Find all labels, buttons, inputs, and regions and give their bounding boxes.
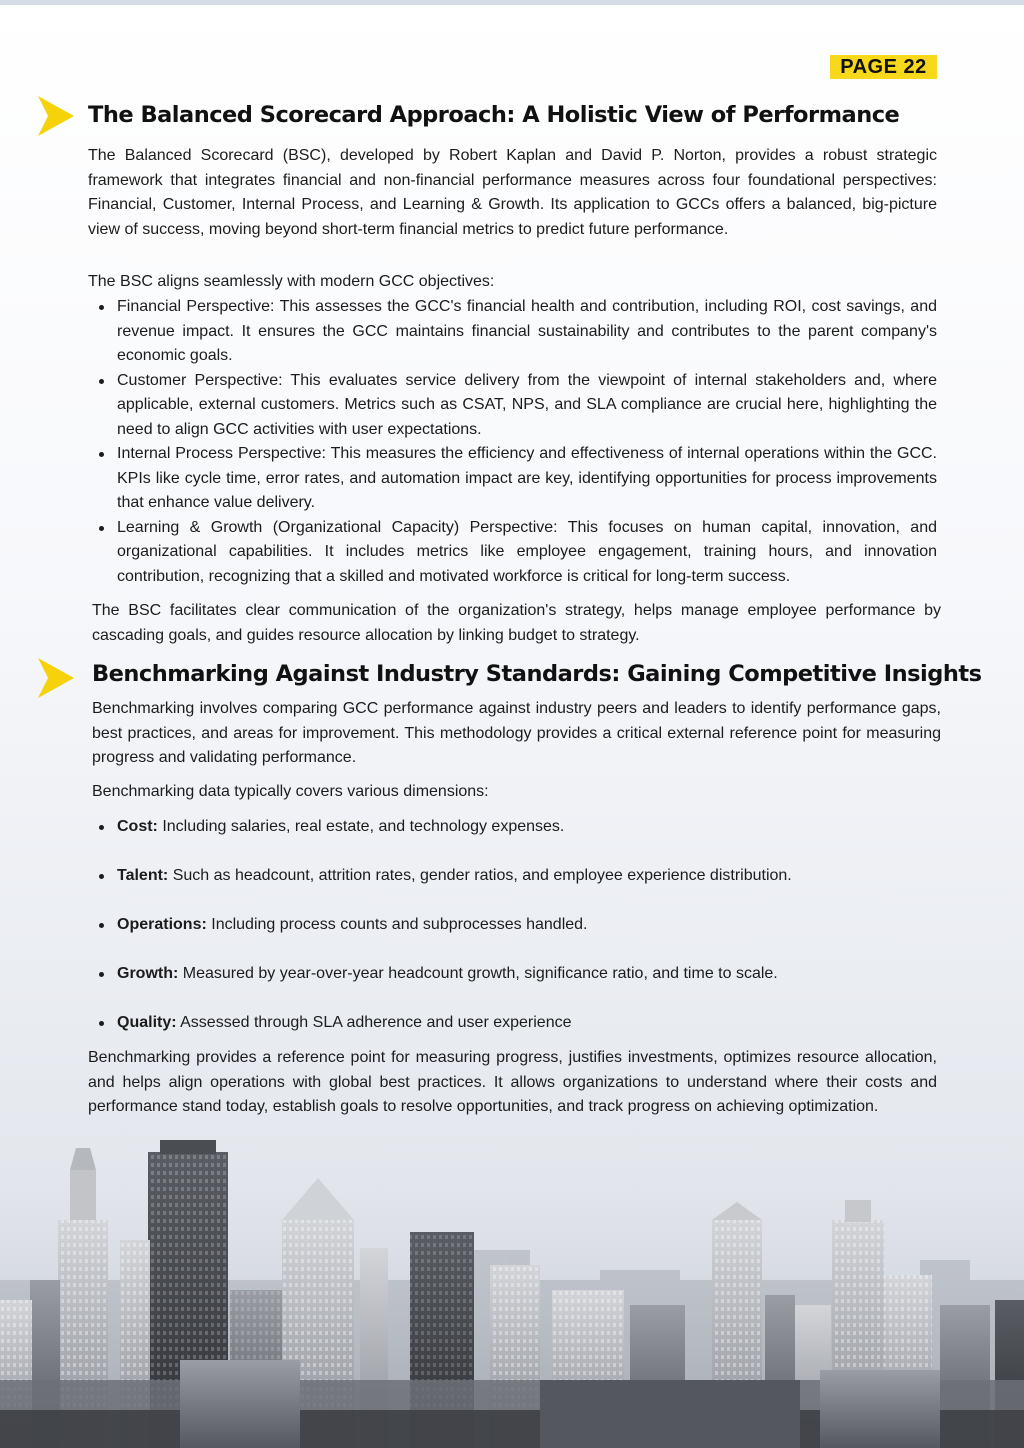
section-heading-benchmarking: Benchmarking Against Industry Standards: Gaining Competitive Insights xyxy=(92,661,982,687)
page-number-badge: PAGE 22 xyxy=(830,55,937,79)
benchmarking-closing-paragraph: Benchmarking provides a reference point for measuring progress, justifies investments, optimizes resource allocation, and helps align operations with global best practices. It allows organizations to understand where their costs and performance stand today, establish goals to resolve opportunities, and track progress on achieving optimization. xyxy=(88,1049,937,1115)
list-item xyxy=(88,913,937,938)
list-item-term: Cost: xyxy=(117,818,158,835)
benchmarking-dimensions-list xyxy=(88,815,937,1036)
list-item-term: Operations: xyxy=(117,916,207,933)
bsc-lead-text: The BSC aligns seamlessly with modern GCC objectives: xyxy=(88,273,495,290)
list-item: Financial Perspective: This assesses the GCC's financial health and contribution, including ROI, cost savings, and revenue impact. It ensures the GCC maintains financial sustainability and contributes to the parent company's economic goals. xyxy=(88,295,937,369)
list-item-term: Talent: xyxy=(117,867,169,884)
top-strip xyxy=(0,0,1024,5)
list-item-text: Including process counts and subprocesses handled. xyxy=(206,916,588,933)
list-item-text: Such as headcount, attrition rates, gender ratios, and employee experience distribution. xyxy=(168,867,792,884)
list-item xyxy=(88,962,937,987)
list-item-text: Assessed through SLA adherence and user experience xyxy=(176,1014,572,1031)
bsc-closing-paragraph: The BSC facilitates clear communication of the organization's strategy, helps manage employee performance by cascading goals, and guides resource allocation by linking budget to strategy. xyxy=(92,602,941,644)
list-item-term: Quality: xyxy=(117,1014,177,1031)
list-item: Learning & Growth (Organizational Capacity) Perspective: This focuses on human capital, innovation, and organizational capabilities. It includes metrics like employee engagement, training hours, and innovation contribution, recognizing that a skilled and motivated workforce is critical for long-term success. xyxy=(88,516,937,590)
city-skyline-illustration xyxy=(0,1130,1024,1448)
list-item-text: Measured by year-over-year headcount growth, significance ratio, and time to scale. xyxy=(178,965,778,982)
chevron-arrow-icon xyxy=(38,658,74,698)
benchmarking-lead-text: Benchmarking data typically covers various dimensions: xyxy=(92,783,489,800)
list-item xyxy=(88,864,937,889)
list-item: Internal Process Perspective: This measures the efficiency and effectiveness of internal operations within the GCC. KPIs like cycle time, error rates, and automation impact are key, identifying opportunities for process improvements that enhance value delivery. xyxy=(88,442,937,516)
benchmarking-intro-paragraph: Benchmarking involves comparing GCC performance against industry peers and leaders to identify performance gaps, best practices, and areas for improvement. This methodology provides a critical external reference point for measuring progress and validating performance. xyxy=(92,700,941,766)
chevron-arrow-icon xyxy=(38,96,74,136)
bsc-perspectives-list xyxy=(88,295,937,589)
list-item-text: Including salaries, real estate, and technology expenses. xyxy=(157,818,565,835)
section-heading-balanced-scorecard: The Balanced Scorecard Approach: A Holistic View of Performance xyxy=(88,102,900,128)
list-item xyxy=(88,815,937,840)
list-item-term: Growth: xyxy=(117,965,179,982)
list-item: Customer Perspective: This evaluates service delivery from the viewpoint of internal stakeholders and, where applicable, external customers. Metrics such as CSAT, NPS, and SLA compliance are crucial here, highlighting the need to align GCC activities with user expectations. xyxy=(88,369,937,443)
list-item xyxy=(88,1011,937,1036)
bsc-intro-paragraph: The Balanced Scorecard (BSC), developed by Robert Kaplan and David P. Norton, provides a robust strategic framework that integrates financial and non-financial performance measures across four foundational perspectives: Financial, Customer, Internal Process, and Learning & Growth. Its application to GCCs offers a balanced, big-picture view of success, moving beyond short-term financial metrics to predict future performance. xyxy=(88,147,937,238)
